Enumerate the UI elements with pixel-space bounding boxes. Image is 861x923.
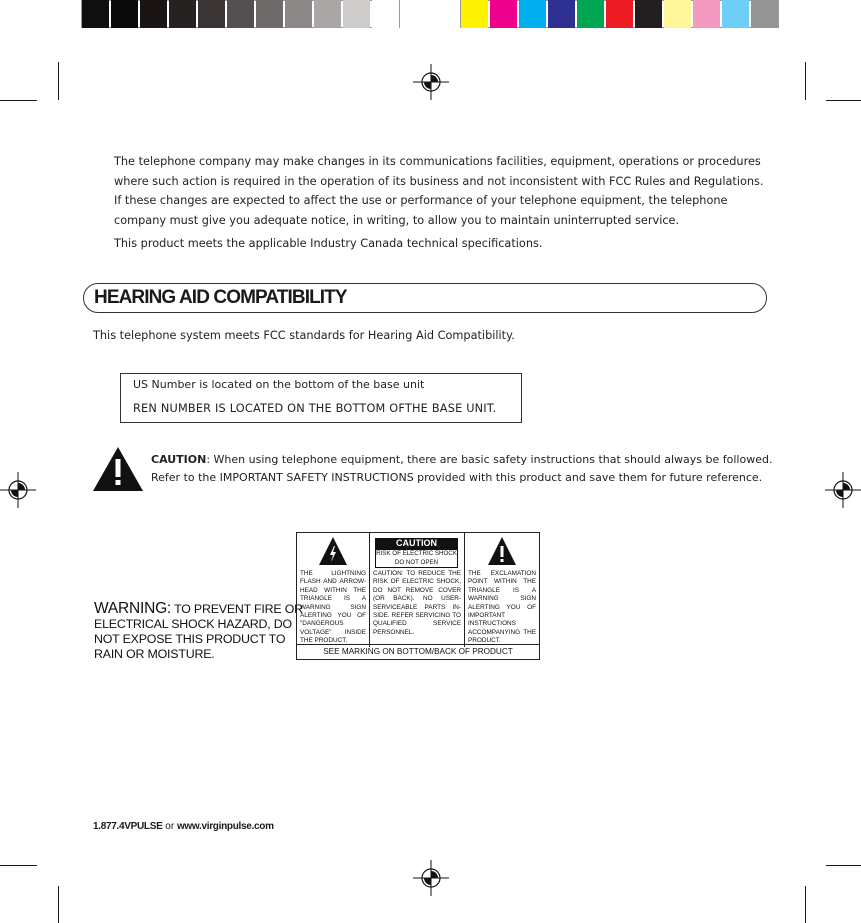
exclamation-explanation: THE EXCLAMATION POINT WITHIN THE TRIANGLE IS A WARNING SIGN ALERTING YOU OF IMPORTANT INSTRUCTIONS ACCOMPANYING THE PRODUCT. bbox=[468, 570, 536, 645]
crop-mark-top-right-v bbox=[805, 62, 806, 100]
crop-mark-bottom-right-v bbox=[805, 886, 806, 923]
caution-notice bbox=[151, 451, 791, 487]
section-title: HEARING AID COMPATIBILITY bbox=[94, 287, 347, 308]
telco-changes-paragraph: The telephone company may make changes in its communications facilities, equipment, operations or procedures where such action is required in the operation of its business and not inconsistent with FCC Rules and Regulations. If these changes are expected to affect the use or performance of your telephone equipment, the telephone company must give you adequate notice, in writing, to allow you to maintain uninterrupted service. bbox=[114, 155, 764, 227]
ren-number-note: REN NUMBER IS LOCATED ON THE BOTTOM OFTHE BASE UNIT. bbox=[133, 402, 497, 415]
label-column-lightning bbox=[297, 533, 369, 647]
color-swatch bbox=[722, 0, 749, 28]
color-swatch bbox=[461, 0, 488, 28]
caution-line-2: Refer to the IMPORTANT SAFETY INSTRUCTIONS provided with this product and save them for future reference. bbox=[151, 471, 763, 484]
lightning-explanation: THE LIGHTNING FLASH AND ARROW-HEAD WITHIN THE TRIANGLE IS A WARNING SIGN ALERTING YOU OF "DANGEROUS VOLTAGE" INSIDE THE PRODUCT. bbox=[300, 570, 366, 645]
risk-line-2: DO NOT OPEN bbox=[394, 558, 439, 566]
us-number-note: US Number is located on the bottom of the base unit bbox=[133, 378, 425, 391]
color-swatch bbox=[490, 0, 517, 28]
page-footer bbox=[93, 821, 274, 832]
color-swatch bbox=[285, 0, 312, 28]
warning-lead: WARNING: bbox=[94, 600, 172, 617]
color-swatch bbox=[198, 0, 225, 28]
ren-number-box bbox=[120, 373, 522, 423]
color-swatch bbox=[606, 0, 633, 28]
color-swatch bbox=[372, 0, 399, 28]
color-swatch bbox=[140, 0, 167, 28]
industry-canada-paragraph: This product meets the applicable Industry Canada technical specifications. bbox=[114, 237, 543, 250]
crop-mark-bottom-left-v bbox=[58, 886, 59, 923]
crop-mark-bottom-right-h bbox=[826, 865, 861, 866]
color-swatch bbox=[751, 0, 778, 28]
caution-explanation: CAUTION: TO REDUCE THE RISK OF ELECTRIC SHOCK, DO NOT REMOVE COVER (OR BACK). NO USER-SERVICEABLE PARTS IN-SIDE. REFER SERVICING TO QUALIFIED SERVICE PERSONNEL. bbox=[373, 570, 461, 636]
warning-statement bbox=[94, 601, 304, 662]
label-column-exclamation bbox=[465, 533, 539, 647]
crop-mark-top-right-h bbox=[826, 100, 861, 101]
color-swatch bbox=[169, 0, 196, 28]
support-phone: 1.877.4VPULSE bbox=[93, 821, 163, 832]
color-swatch bbox=[664, 0, 691, 28]
crop-mark-top-left-v bbox=[58, 62, 59, 100]
support-url[interactable]: www.virginpulse.com bbox=[176, 821, 274, 832]
caution-line-1: : When using telephone equipment, there are basic safety instructions that should always be followed. bbox=[206, 453, 773, 466]
lightning-triangle-icon bbox=[318, 536, 348, 566]
crop-mark-bottom-left-h bbox=[0, 865, 37, 866]
label-footer: SEE MARKING ON BOTTOM/BACK OF PRODUCT bbox=[297, 644, 539, 659]
color-swatch bbox=[635, 0, 662, 28]
color-swatch bbox=[693, 0, 720, 28]
color-swatch bbox=[314, 0, 341, 28]
color-swatch bbox=[227, 0, 254, 28]
exclamation-triangle-icon bbox=[487, 536, 517, 566]
risk-line-1: RISK OF ELECTRIC SHOCK bbox=[376, 550, 457, 557]
registration-mark-bottom-icon bbox=[413, 860, 449, 896]
hearing-aid-paragraph: This telephone system meets FCC standards for Hearing Aid Compatibility. bbox=[93, 329, 515, 342]
color-swatch bbox=[82, 0, 109, 28]
caution-triangle-icon bbox=[92, 446, 144, 492]
caution-label: CAUTION bbox=[151, 453, 207, 466]
color-swatch bbox=[256, 0, 283, 28]
warning-body: TO PREVENT FIRE OR ELECTRICAL SHOCK HAZARD, DO NOT EXPOSE THIS PRODUCT TO RAIN OR MOISTURE. bbox=[94, 602, 303, 661]
risk-box bbox=[375, 549, 458, 568]
footer-or: or bbox=[162, 821, 177, 832]
hearing-aid-section-header bbox=[83, 283, 767, 313]
label-column-caution bbox=[370, 533, 464, 647]
registration-mark-right-icon bbox=[825, 472, 861, 508]
crop-mark-top-left-h bbox=[0, 100, 37, 101]
color-swatch bbox=[111, 0, 138, 28]
color-swatch bbox=[343, 0, 370, 28]
color-swatch bbox=[519, 0, 546, 28]
electric-shock-warning-label bbox=[296, 532, 540, 660]
color-swatch bbox=[577, 0, 604, 28]
registration-mark-top-icon bbox=[413, 64, 449, 100]
registration-mark-left-icon bbox=[0, 472, 36, 508]
caution-banner: CAUTION bbox=[375, 538, 458, 549]
color-swatch bbox=[548, 0, 575, 28]
